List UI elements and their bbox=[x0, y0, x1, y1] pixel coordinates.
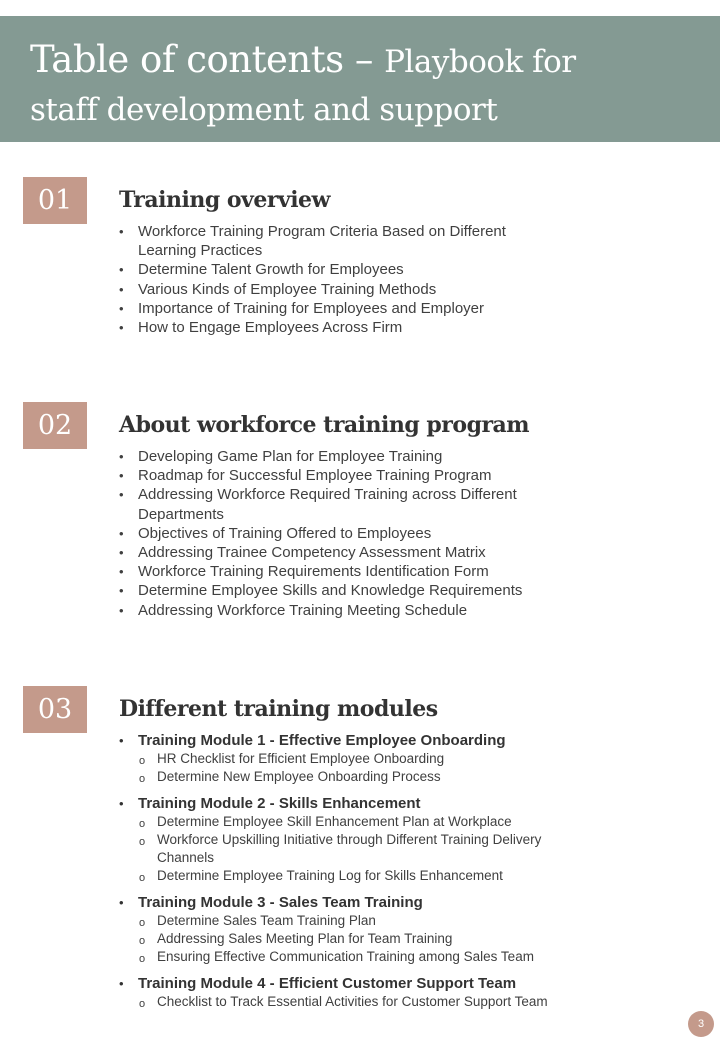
page-title bbox=[30, 36, 720, 134]
circle-bullet-icon: o bbox=[139, 773, 146, 785]
module-sublist bbox=[119, 993, 599, 1011]
section-number: 03 bbox=[23, 686, 87, 733]
bullet-icon: • bbox=[119, 468, 124, 484]
section-list bbox=[119, 447, 559, 620]
circle-bullet-icon: o bbox=[139, 755, 146, 767]
header-banner bbox=[0, 16, 720, 142]
sub-item: o Addressing Sales Meeting Plan for Team Training bbox=[119, 930, 599, 948]
bullet-icon: • bbox=[119, 796, 124, 811]
bullet-icon: • bbox=[119, 449, 124, 464]
bullet-icon: • bbox=[119, 320, 124, 336]
title-rest: Playbook for bbox=[384, 44, 576, 80]
page-number-badge: 3 bbox=[688, 1011, 714, 1037]
module-title: • Training Module 3 - Sales Team Training bbox=[119, 894, 423, 911]
module-sublist bbox=[119, 912, 599, 966]
section-title: Training overview bbox=[119, 187, 330, 213]
bullet-icon: • bbox=[119, 281, 124, 297]
module-title: • Training Module 1 - Effective Employee Onboarding bbox=[119, 732, 506, 749]
sub-item: o HR Checklist for Efficient Employee Onboarding bbox=[119, 750, 599, 768]
circle-bullet-icon: o bbox=[139, 818, 146, 830]
bullet-icon: • bbox=[119, 300, 124, 316]
module-item bbox=[119, 893, 599, 966]
title-line2: staff development and support bbox=[30, 92, 498, 128]
module-sublist bbox=[119, 750, 599, 786]
module-item bbox=[119, 974, 599, 1011]
sub-item: o Determine New Employee Onboarding Process bbox=[119, 768, 599, 786]
section-title: Different training modules bbox=[119, 696, 438, 722]
list-item: • Determine Employee Skills and Knowledge Requirements bbox=[119, 582, 523, 600]
section-number: 01 bbox=[23, 177, 87, 224]
bullet-icon: • bbox=[119, 525, 124, 541]
module-sublist bbox=[119, 813, 599, 885]
module-title: • Training Module 4 - Efficient Customer Support Team bbox=[119, 975, 517, 992]
list-item: • Workforce Training Requirements Identification Form bbox=[119, 563, 489, 581]
sub-item: o Workforce Upskilling Initiative through Different Training Delivery Channels bbox=[139, 832, 542, 865]
sub-item: o Checklist to Track Essential Activities for Customer Support Team bbox=[119, 993, 599, 1011]
bullet-icon: • bbox=[119, 602, 124, 618]
circle-bullet-icon: o bbox=[139, 917, 146, 929]
bullet-icon: • bbox=[119, 976, 124, 991]
sub-item: o Determine Employee Skill Enhancement Plan at Workplace bbox=[119, 813, 599, 831]
circle-bullet-icon: o bbox=[139, 935, 146, 947]
module-item bbox=[119, 731, 599, 786]
sub-item: o Determine Sales Team Training Plan bbox=[119, 912, 599, 930]
sub-item: o Determine Employee Training Log for Skills Enhancement bbox=[119, 867, 599, 885]
list-item: • Determine Talent Growth for Employees bbox=[119, 261, 404, 279]
list-item: • Importance of Training for Employees and Employer bbox=[119, 299, 485, 317]
circle-bullet-icon: o bbox=[139, 998, 146, 1010]
module-title: • Training Module 2 - Skills Enhancement bbox=[119, 795, 421, 812]
bullet-icon: • bbox=[119, 733, 124, 748]
list-item: • Developing Game Plan for Employee Training bbox=[119, 448, 443, 465]
bullet-icon: • bbox=[119, 224, 124, 239]
list-item: • Workforce Training Program Criteria Based on Different Learning Practices bbox=[119, 223, 506, 260]
list-item: • Roadmap for Successful Employee Training Program bbox=[119, 467, 492, 485]
module-list bbox=[119, 731, 599, 1019]
section-title: About workforce training program bbox=[119, 412, 530, 438]
bullet-icon: • bbox=[119, 895, 124, 910]
list-item: • Objectives of Training Offered to Employees bbox=[119, 524, 432, 542]
section-number: 02 bbox=[23, 402, 87, 449]
module-item bbox=[119, 794, 599, 885]
title-main: Table of contents – bbox=[30, 38, 385, 81]
list-item: • Various Kinds of Employee Training Methods bbox=[119, 280, 437, 298]
section-list bbox=[119, 222, 559, 337]
bullet-icon: • bbox=[119, 545, 124, 561]
circle-bullet-icon: o bbox=[139, 836, 146, 848]
list-item: • Addressing Workforce Required Training across Different Departments bbox=[119, 486, 517, 523]
bullet-icon: • bbox=[119, 262, 124, 278]
bullet-icon: • bbox=[119, 564, 124, 580]
list-item: • Addressing Trainee Competency Assessment Matrix bbox=[119, 544, 486, 562]
circle-bullet-icon: o bbox=[139, 953, 146, 965]
list-item: • Addressing Workforce Training Meeting Schedule bbox=[119, 601, 468, 619]
bullet-icon: • bbox=[119, 487, 124, 503]
bullet-icon: • bbox=[119, 583, 124, 599]
sub-item: o Ensuring Effective Communication Training among Sales Team bbox=[119, 948, 599, 966]
circle-bullet-icon: o bbox=[139, 872, 146, 884]
list-item: • How to Engage Employees Across Firm bbox=[119, 319, 403, 337]
